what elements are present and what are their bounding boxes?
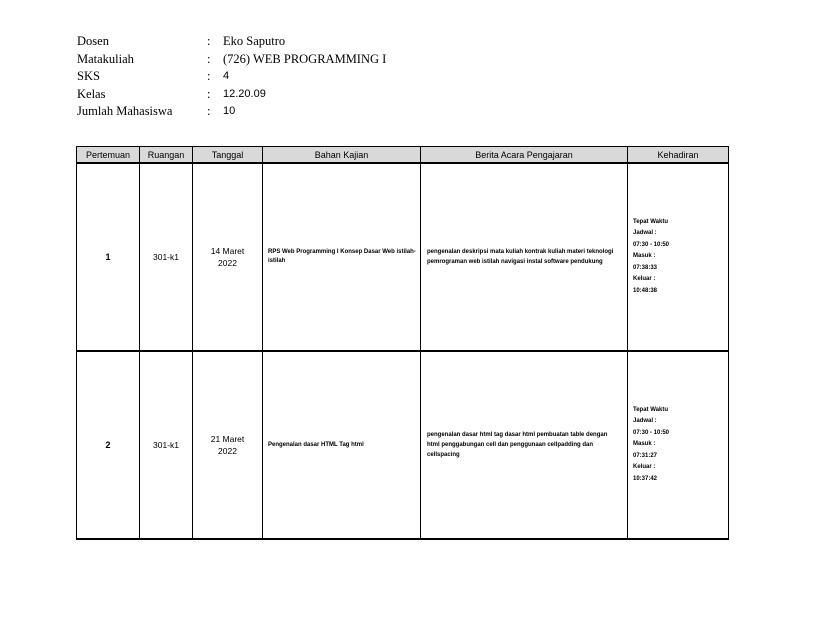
info-colon: : (207, 51, 211, 66)
date-line: 2022 (218, 258, 237, 268)
table-header-row (77, 147, 729, 164)
cell-bahan-kajian: RPS Web Programming I Konsep Dasar Web istilah-istilah (263, 163, 421, 351)
info-label: Dosen (77, 34, 109, 48)
info-value: 4 (223, 70, 230, 83)
cell-ruangan: 301-k1 (140, 351, 193, 539)
date-line: 21 Maret (210, 434, 245, 444)
cell-tanggal (193, 163, 263, 351)
cell-pertemuan: 2 (77, 351, 140, 539)
table-row (77, 163, 729, 351)
info-colon: : (207, 104, 211, 119)
cell-berita-acara: pengenalan dasar html tag dasar html pembuatan table dengan html penggabungan cell dan penggunaan cellpadding dan cellspacing (421, 351, 628, 539)
header-pertemuan: Pertemuan (77, 147, 140, 164)
header-kehadiran: Kehadiran (628, 147, 729, 164)
cell-kehadiran (628, 163, 729, 351)
info-label: SKS (77, 69, 100, 84)
info-value: Eko Saputro (223, 34, 286, 48)
cell-pertemuan: 1 (77, 163, 140, 351)
attendance-line: 10:37:42 (633, 475, 658, 482)
attendance-line: Tepat Waktu (633, 218, 669, 225)
date-line: 14 Maret (210, 246, 245, 256)
cell-berita-acara: pengenalan deskripsi mata kuliah kontrak kuliah materi teknologi pemrograman web istilah navigasi instal software pendukung (421, 163, 628, 351)
attendance-line: Keluar : (633, 464, 656, 471)
attendance-line: 07:31:27 (633, 452, 658, 459)
attendance-line: 07:30 - 10:50 (633, 241, 670, 248)
cell-ruangan: 301-k1 (140, 163, 193, 351)
attendance-line: 10:48:38 (633, 287, 658, 294)
teaching-report-table (76, 146, 729, 540)
info-colon: : (207, 69, 211, 84)
cell-kehadiran (628, 351, 729, 539)
attendance-line: Jadwal : (633, 230, 657, 237)
attendance-line: Jadwal : (633, 418, 657, 425)
header-tanggal: Tanggal (193, 147, 263, 164)
attendance-line: Keluar : (633, 276, 656, 283)
date-line: 2022 (218, 446, 237, 456)
table-row (77, 351, 729, 539)
info-colon: : (207, 86, 211, 101)
header-bahan-kajian: Bahan Kajian (263, 147, 421, 164)
info-value: 10 (223, 105, 236, 118)
cell-tanggal (193, 351, 263, 539)
header-berita-acara: Berita Acara Pengajaran (421, 147, 628, 164)
info-label: Jumlah Mahasiswa (77, 104, 173, 119)
attendance-line: Masuk : (633, 253, 656, 260)
info-value: 12.20.09 (223, 87, 266, 100)
info-value: (726) WEB PROGRAMMING I (223, 51, 387, 66)
cell-bahan-kajian: Pengenalan dasar HTML Tag html (263, 351, 421, 539)
info-label: Matakuliah (77, 51, 134, 66)
header-ruangan: Ruangan (140, 147, 193, 164)
attendance-line: 07:38:33 (633, 264, 658, 271)
info-label: Kelas (77, 86, 106, 101)
info-colon: : (207, 34, 211, 48)
attendance-line: Masuk : (633, 441, 656, 448)
attendance-line: Tepat Waktu (633, 406, 669, 413)
attendance-line: 07:30 - 10:50 (633, 429, 670, 436)
